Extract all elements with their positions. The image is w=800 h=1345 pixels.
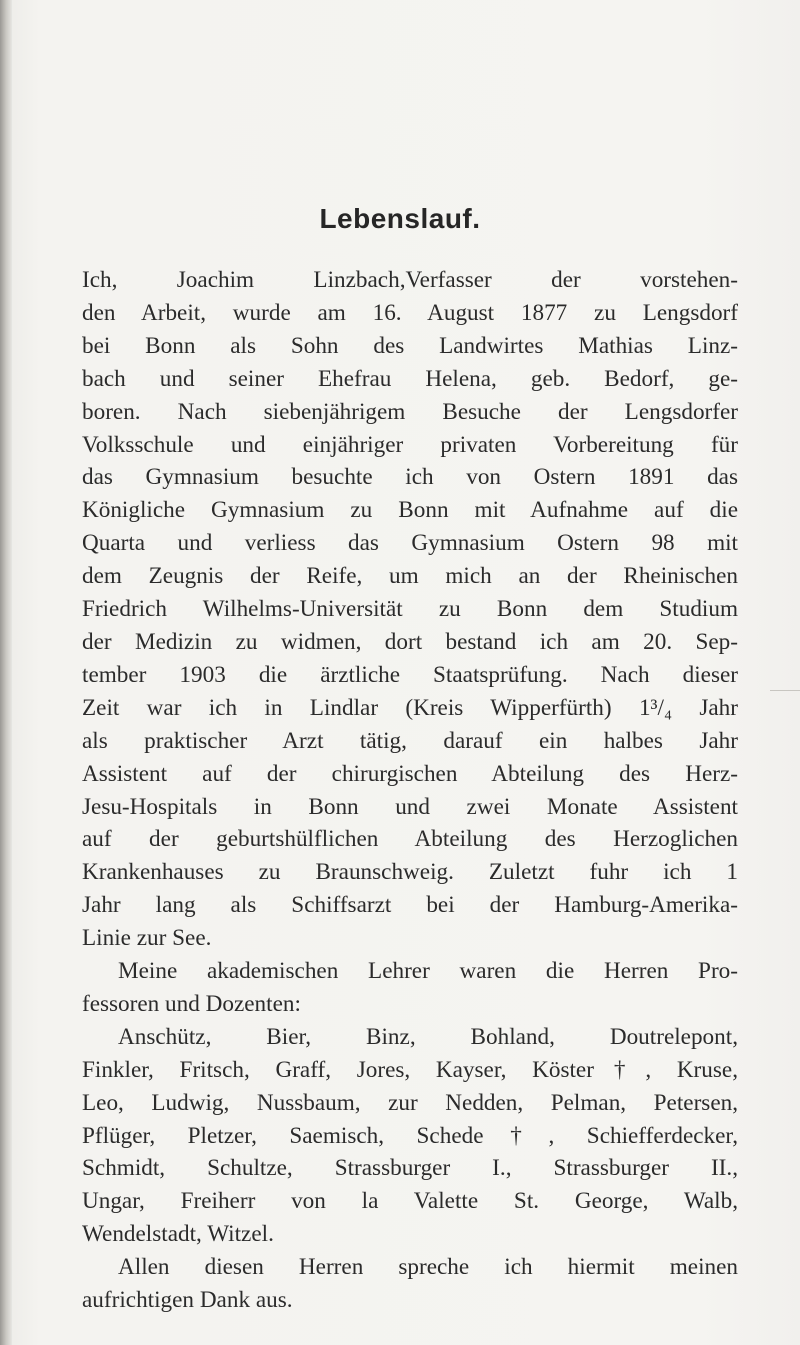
book-spine-edge <box>0 0 12 1345</box>
text-line: Schmidt, Schultze, Strassburger I., Strassburger II., <box>82 1155 738 1182</box>
text-line: das Gymnasium besuchte ich von Ostern 1891 das <box>82 464 738 491</box>
text-line: bach und seiner Ehefrau Helena, geb. Bedorf, ge- <box>82 365 738 392</box>
text-line: Königliche Gymnasium zu Bonn mit Aufnahme auf die <box>82 497 738 524</box>
page-mark <box>770 690 800 691</box>
text-line: Zeit war ich in Lindlar (Kreis Wipperfürth) 1³/₄ Jahr <box>82 694 738 721</box>
text-line: den Arbeit, wurde am 16. August 1877 zu Lengsdorf <box>82 299 738 326</box>
text-line: Allen diesen Herren spreche ich hiermit meinen <box>118 1254 738 1281</box>
text-line: Assistent auf der chirurgischen Abteilung des Herz- <box>82 760 738 787</box>
text-line: aufrichtigen Dank aus. <box>82 1287 293 1314</box>
text-line: dem Zeugnis der Reife, um mich an der Rheinischen <box>82 563 738 590</box>
text-line: tember 1903 die ärztliche Staatsprüfung. Nach dieser <box>82 661 738 688</box>
text-line: Leo, Ludwig, Nussbaum, zur Nedden, Pelman, Petersen, <box>82 1089 738 1116</box>
text-line: bei Bonn als Sohn des Landwirtes Mathias Linz- <box>82 332 738 359</box>
text-line: Pflüger, Pletzer, Saemisch, Schede†, Schiefferdecker, <box>82 1122 738 1149</box>
text-line: boren. Nach siebenjährigem Besuche der Lengsdorfer <box>82 398 738 425</box>
text-line: als praktischer Arzt tätig, darauf ein halbes Jahr <box>82 727 738 754</box>
text-line: Jesu-Hospitals in Bonn und zwei Monate Assistent <box>82 793 738 820</box>
text-line: Anschütz, Bier, Binz, Bohland, Doutrelepont, <box>118 1023 738 1050</box>
text-line: Friedrich Wilhelms-Universität zu Bonn dem Studium <box>82 596 738 623</box>
text-line: fessoren und Dozenten: <box>82 990 301 1017</box>
text-line: Ungar, Freiherr von la Valette St. George, Walb, <box>82 1188 738 1215</box>
text-line: Meine akademischen Lehrer waren die Herren Pro- <box>118 958 738 985</box>
body-text <box>82 264 738 1317</box>
text-line: Finkler, Fritsch, Graff, Jores, Kayser, Köster†, Kruse, <box>82 1056 738 1083</box>
text-line: Jahr lang als Schiffsarzt bei der Hamburg-Amerika- <box>82 892 738 919</box>
text-line: Quarta und verliess das Gymnasium Ostern 98 mit <box>82 530 738 557</box>
text-line: auf der geburtshülflichen Abteilung des Herzoglichen <box>82 826 738 853</box>
page-title: Lebenslauf. <box>319 203 481 234</box>
text-line: der Medizin zu widmen, dort bestand ich am 20. Sep- <box>82 628 738 655</box>
text-line: Volksschule und einjähriger privaten Vorbereitung für <box>82 431 738 458</box>
text-line: Ich, Joachim Linzbach,Verfasser der vorstehen- <box>82 267 738 293</box>
text-line: Wendelstadt, Witzel. <box>82 1221 274 1248</box>
text-line: Linie zur See. <box>82 925 212 952</box>
text-line: Krankenhauses zu Braunschweig. Zuletzt fuhr ich 1 <box>82 859 738 886</box>
